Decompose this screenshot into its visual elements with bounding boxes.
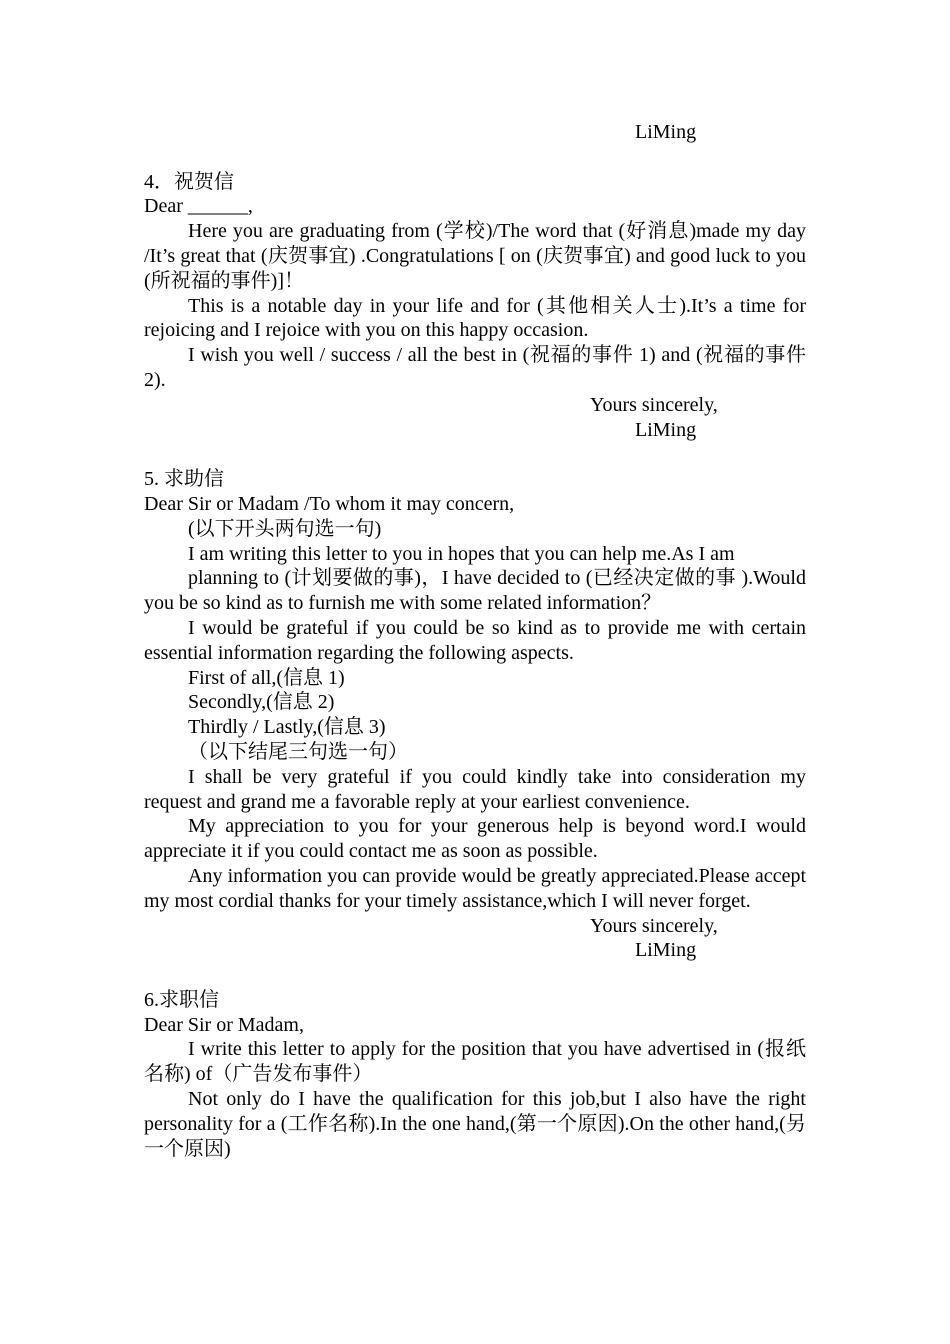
section-4-closing: Yours sincerely, [590, 393, 718, 416]
section-4-paragraph-3: I wish you well / success / all the best in (祝福的事件 1) and (祝福的事件 2). [144, 344, 806, 391]
section-5-ending-2: My appreciation to you for your generous help is beyond word.I would appreciate it if you could contact me as soon as possible. [144, 815, 806, 863]
spacer [144, 442, 806, 467]
section-4-paragraph-1: Here you are graduating from (学校)/The word that (好消息)made my day /It’s great that (庆贺事宜) .Congratulations [ on (庆贺事宜) and good luck to you (所祝福的事件)]！ [144, 220, 806, 292]
section-4-paragraph-2: This is a notable day in your life and for (其他相关人士).It’s a time for rejoicing and I rejoice with you on this happy occasion. [144, 294, 806, 342]
section-6-paragraph-2: Not only do I have the qualification for this job,but I also have the right personality for a (工作名称).In the one hand,(第一个原因).On the other hand,(另一个原因) [144, 1088, 806, 1160]
document-page [144, 120, 806, 1161]
section-5-item-1: First of all,(信息 1) [188, 666, 345, 689]
section-4-signature: LiMing [635, 418, 697, 441]
spacer [144, 963, 806, 988]
section-job-application-letter [144, 988, 806, 1162]
section-5-ending-1: I shall be very grateful if you could kindly take into consideration my request and grand me a favorable reply at your earliest convenience. [144, 765, 806, 813]
spacer [144, 145, 806, 170]
section-6-heading: 6.求职信 [144, 988, 219, 1011]
section-6-greeting: Dear Sir or Madam, [144, 1013, 304, 1036]
top-signature: LiMing [635, 121, 697, 143]
section-5-ending-3: Any information you can provide would be greatly appreciated.Please accept my most cordial thanks for your timely assistance,which I will never forget. [144, 864, 806, 912]
section-5-note-opening: (以下开头两句选一句) [188, 517, 382, 540]
section-5-closing: Yours sincerely, [590, 914, 718, 937]
section-5-line-1: I am writing this letter to you in hopes that you can help me.As I am [188, 542, 735, 565]
section-5-greeting: Dear Sir or Madam /To whom it may concern, [144, 492, 515, 515]
section-5-paragraph-2: I would be grateful if you could be so kind as to provide me with certain essential information regarding the following aspects. [144, 616, 806, 664]
section-6-paragraph-1: I write this letter to apply for the position that you have advertised in (报纸名称) of（广告发布事件） [144, 1038, 806, 1086]
section-5-line-2: planning to (计划要做的事)，I have decided to (已经决定做的事 ).Would you be so kind as to furnish me with some related information？ [144, 567, 806, 615]
section-5-note-ending: （以下结尾三句选一句） [188, 740, 408, 763]
section-4-heading: 4．祝贺信 [144, 170, 234, 193]
section-5-signature: LiMing [635, 939, 697, 962]
section-5-item-2: Secondly,(信息 2) [188, 691, 335, 714]
section-4-greeting: Dear ______, [144, 195, 253, 218]
section-congratulation-letter [144, 170, 806, 443]
section-5-heading: 5. 求助信 [144, 468, 224, 491]
section-5-item-3: Thirdly / Lastly,(信息 3) [188, 716, 386, 739]
section-help-letter [144, 467, 806, 963]
